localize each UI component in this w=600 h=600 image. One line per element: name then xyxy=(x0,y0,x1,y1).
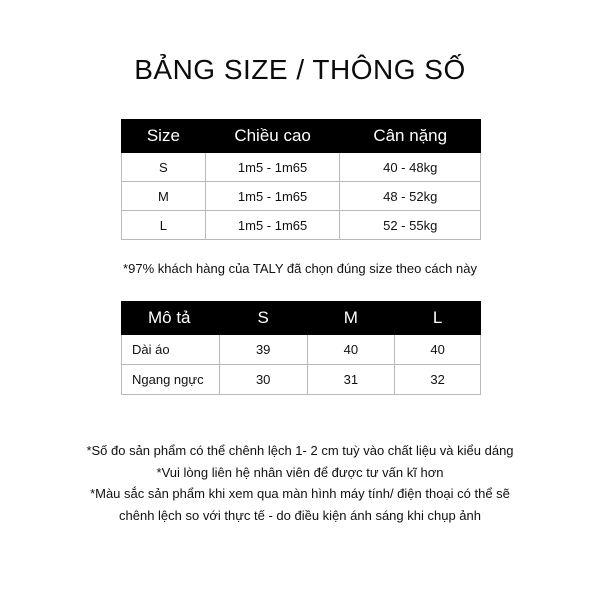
header-height: Chiều cao xyxy=(205,120,340,153)
header-description: Mô tả xyxy=(122,302,220,335)
cell-description: Dài áo xyxy=(122,335,220,365)
size-table xyxy=(121,119,481,240)
footer-notes xyxy=(0,440,600,526)
header-weight: Cân nặng xyxy=(340,120,481,153)
cell-height: 1m5 - 1m65 xyxy=(205,211,340,240)
cell-l: 40 xyxy=(395,335,481,365)
cell-size: M xyxy=(122,182,206,211)
cell-m: 40 xyxy=(307,335,395,365)
cell-height: 1m5 - 1m65 xyxy=(205,153,340,182)
measurement-table xyxy=(121,301,481,395)
cell-size: L xyxy=(122,211,206,240)
table-row xyxy=(122,365,481,395)
cell-description: Ngang ngực xyxy=(122,365,220,395)
cell-m: 31 xyxy=(307,365,395,395)
cell-weight: 48 - 52kg xyxy=(340,182,481,211)
header-size: Size xyxy=(122,120,206,153)
cell-l: 32 xyxy=(395,365,481,395)
table-row xyxy=(122,335,481,365)
cell-weight: 52 - 55kg xyxy=(340,211,481,240)
cell-weight: 40 - 48kg xyxy=(340,153,481,182)
cell-s: 30 xyxy=(219,365,307,395)
table-header-row xyxy=(122,120,481,153)
table-row xyxy=(122,153,481,182)
footer-note: *Số đo sản phẩm có thể chênh lệch 1- 2 cm tuỳ vào chất liệu và kiểu dáng xyxy=(86,443,514,458)
header-m: M xyxy=(307,302,395,335)
table-header-row xyxy=(122,302,481,335)
cell-size: S xyxy=(122,153,206,182)
header-s: S xyxy=(219,302,307,335)
header-l: L xyxy=(395,302,481,335)
size-note: *97% khách hàng của TALY đã chọn đúng size theo cách này xyxy=(123,261,477,276)
table-row xyxy=(122,211,481,240)
table-row xyxy=(122,182,481,211)
footer-note: chênh lệch so với thực tế - do điều kiện ánh sáng khi chụp ảnh xyxy=(119,507,481,523)
page-title: BẢNG SIZE / THÔNG SỐ xyxy=(134,54,466,85)
cell-height: 1m5 - 1m65 xyxy=(205,182,340,211)
footer-note: *Màu sắc sản phẩm khi xem qua màn hình máy tính/ điện thoại có thể sẽ xyxy=(90,486,510,501)
cell-s: 39 xyxy=(219,335,307,365)
footer-note: *Vui lòng liên hệ nhân viên để được tư vấn kĩ hơn xyxy=(156,464,444,480)
